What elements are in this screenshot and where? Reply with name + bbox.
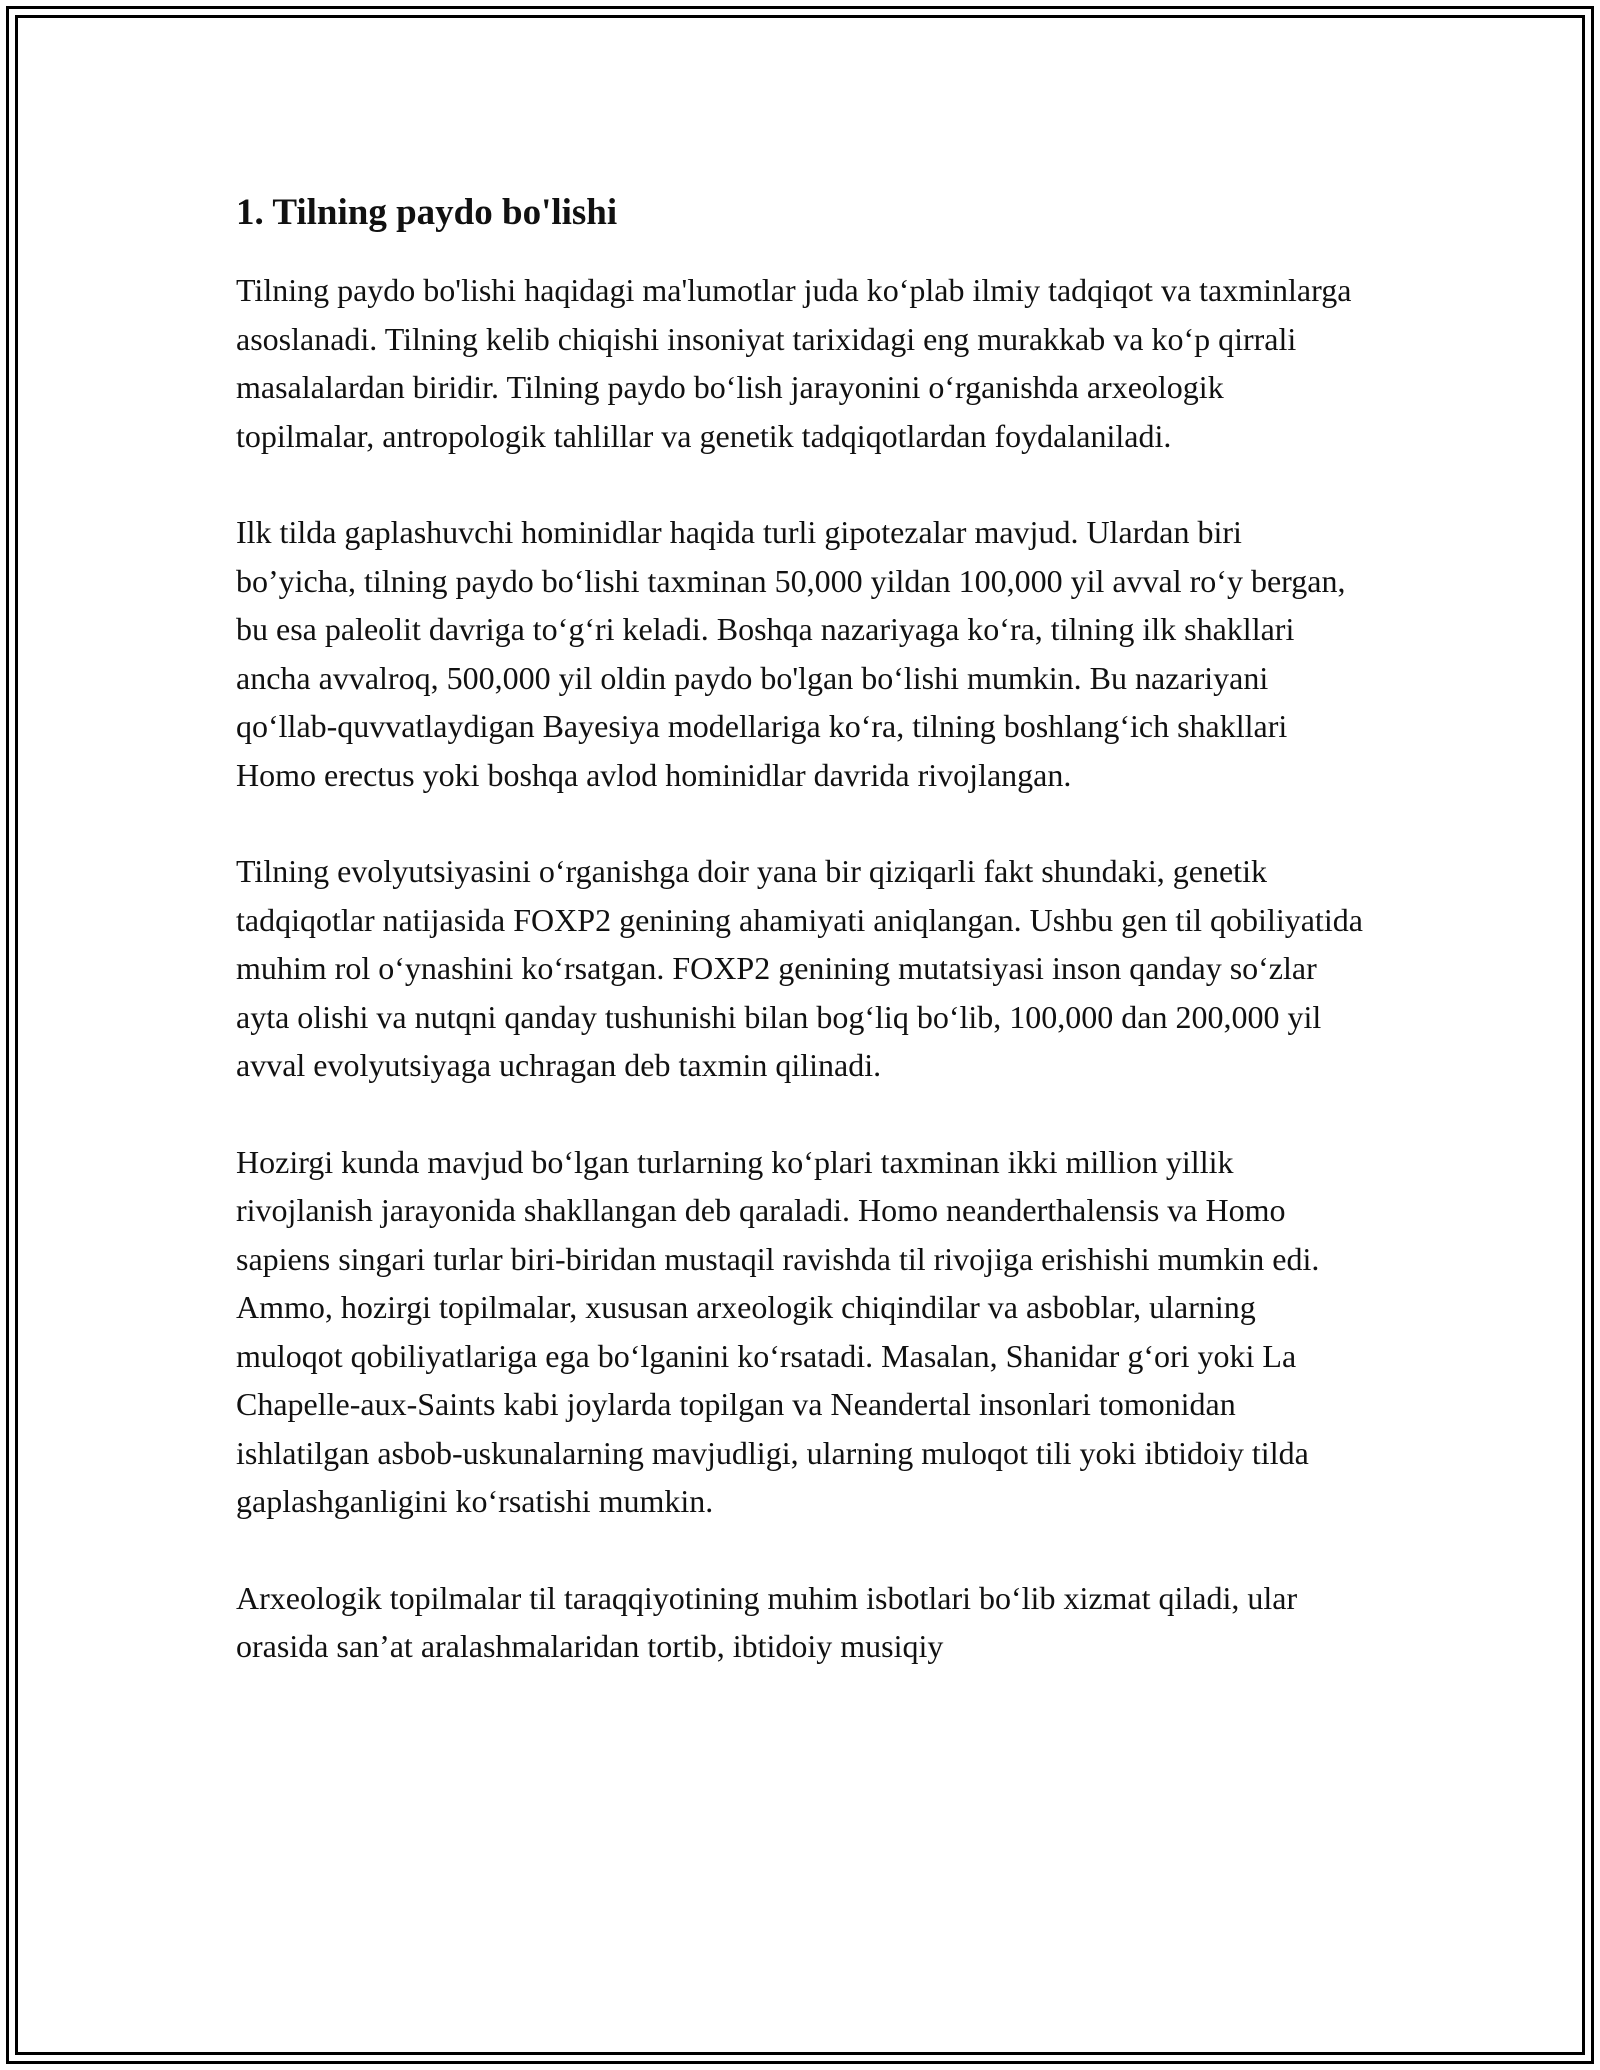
paragraph-1: Tilning paydo bo'lishi haqidagi ma'lumotlar juda ko‘plab ilmiy tadqiqot va taxminlarga asoslanadi. Tilning kelib chiqishi insoniyat tarixidagi eng murakkab va ko‘p qirrali masalalardan biridir. Tilning paydo bo‘lish jarayonini o‘rganishda arxeologik topilmalar, antropologik tahlillar va genetik tadqiqotlardan foydalaniladi. <box>236 272 1352 454</box>
paragraph-3: Tilning evolyutsiyasini o‘rganishga doir yana bir qiziqarli fakt shundaki, genetik tadqiqotlar natijasida FOXP2 genining ahamiyati aniqlangan. Ushbu gen til qobiliyatida muhim rol o‘ynashini ko‘rsatgan. FOXP2 genining mutatsiyasi inson qanday so‘zlar ayta olishi va nutqni qanday tushunishi bilan bog‘liq bo‘lib, 100,000 dan 200,000 yil avval evolyutsiyaga uchragan deb taxmin qilinadi. <box>236 853 1363 1083</box>
document-body <box>236 188 1366 1719</box>
paragraph-2: Ilk tilda gaplashuvchi hominidlar haqida turli gipotezalar mavjud. Ulardan biri bo’yicha, tilning paydo bo‘lishi taxminan 50,000 yildan 100,000 yil avval ro‘y bergan, bu esa paleolit davriga to‘g‘ri keladi. Boshqa nazariyaga ko‘ra, tilning ilk shakllari ancha avvalroq, 500,000 yil oldin paydo bo'lgan bo‘lishi mumkin. Bu nazariyani qo‘llab-quvvatlaydigan Bayesiya modellariga ko‘ra, tilning boshlang‘ich shakllari Homo erectus yoki boshqa avlod hominidlar davrida rivojlangan. <box>236 514 1346 793</box>
paragraph-4: Hozirgi kunda mavjud bo‘lgan turlarning ko‘plari taxminan ikki million yillik rivojlanish jarayonida shakllangan deb qaraladi. Homo neanderthalensis va Homo sapiens singari turlar biri-biridan mustaqil ravishda til rivojiga erishishi mumkin edi. Ammo, hozirgi topilmalar, xususan arxeologik chiqindilar va asboblar, ularning muloqot qobiliyatlariga ega bo‘lganini ko‘rsatadi. Masalan, Shanidar g‘ori yoki La Chapelle-aux-Saints kabi joylarda topilgan va Neandertal insonlari tomonidan ishlatilgan asbob-uskunalarning mavjudligi, ularning muloqot tili yoki ibtidoiy tilda gaplashganligini ko‘rsatishi mumkin. <box>236 1143 1320 1519</box>
paragraph-5: Arxeologik topilmalar til taraqqiyotining muhim isbotlari bo‘lib xizmat qiladi, ular orasida san’at aralashmalaridan tortib, ibtidoiy musiqiy <box>236 1579 1298 1664</box>
section-heading: 1. Tilning paydo bo'lishi <box>236 192 618 233</box>
